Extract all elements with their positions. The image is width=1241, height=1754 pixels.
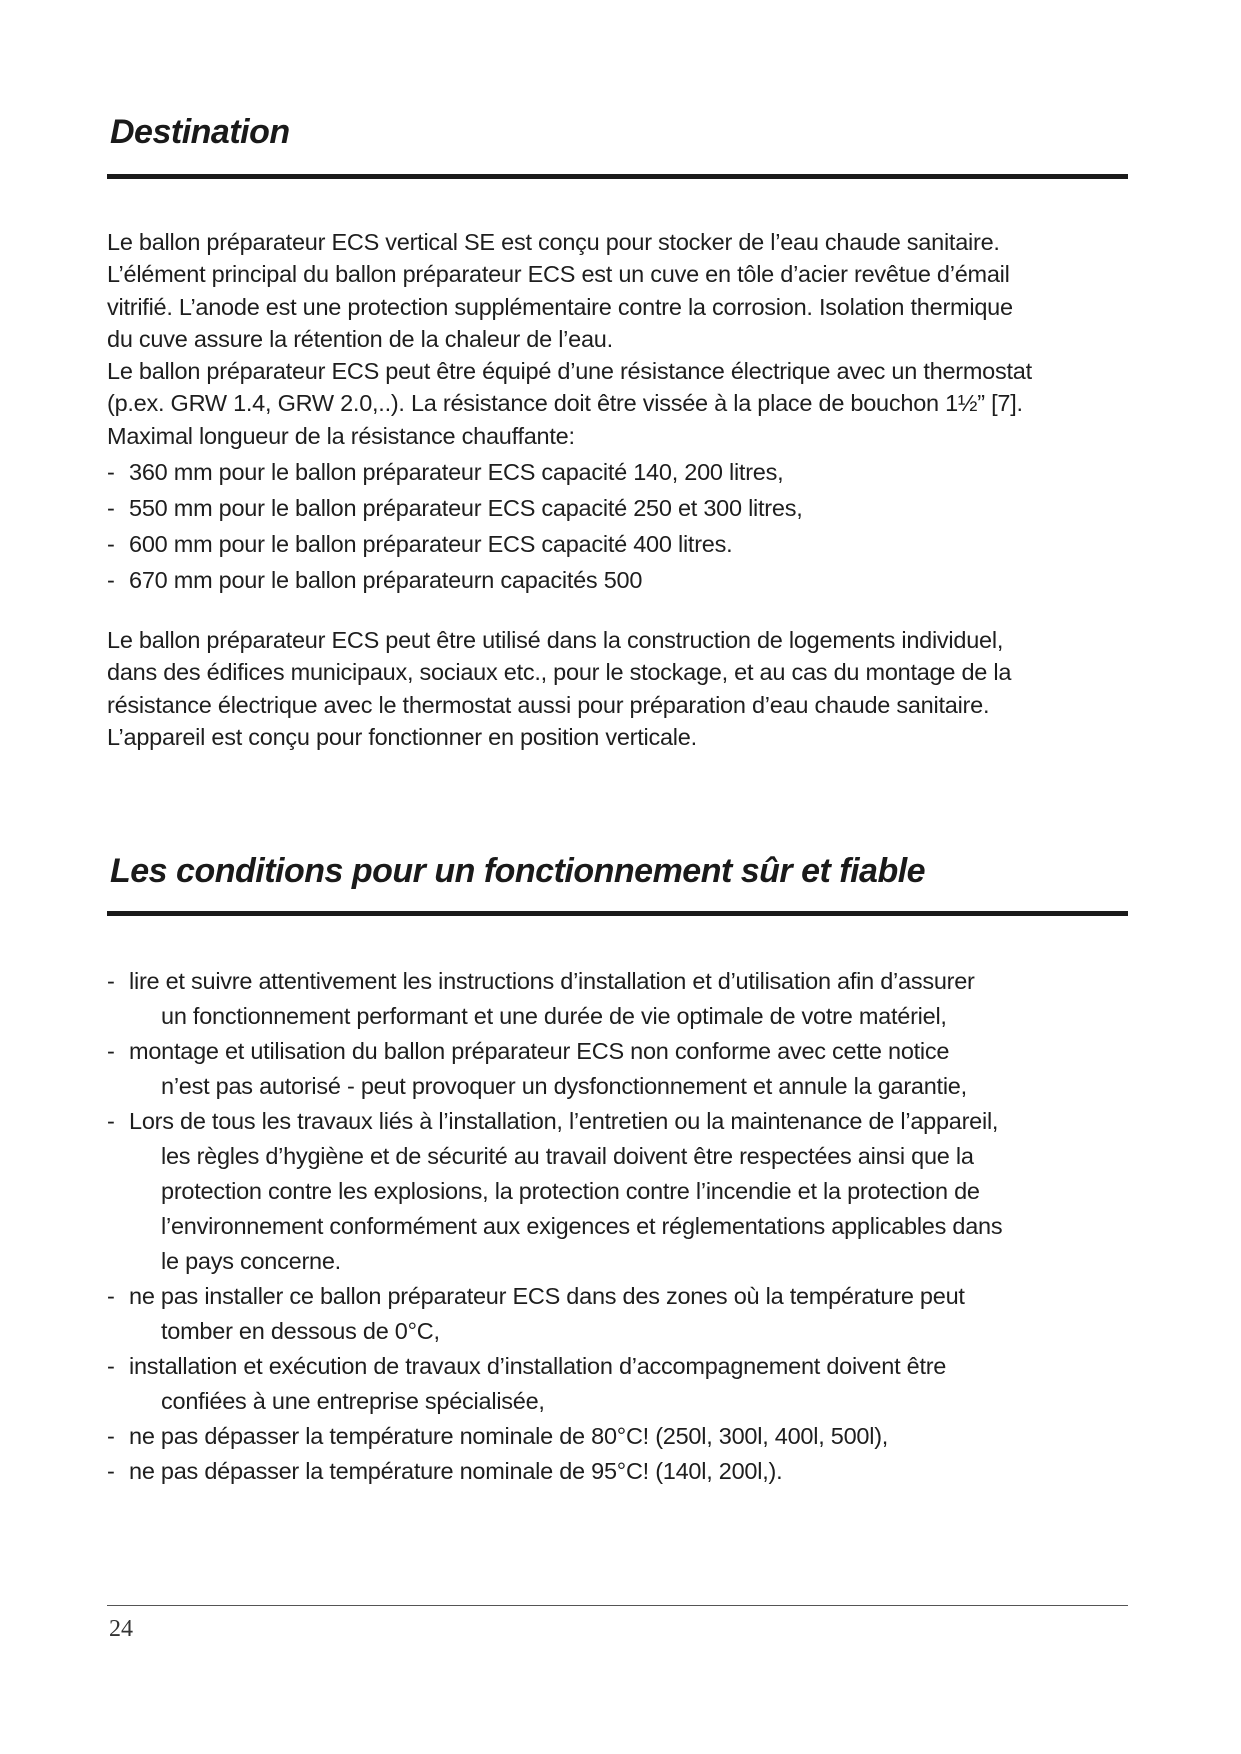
list-item [107,490,1032,526]
paragraph-2 [107,624,1032,753]
title-rule [107,911,1128,916]
list-item-continuation: un fonctionnement performant et une durée de vie optimale de votre matériel, [161,1003,947,1029]
text-line: vitrifié. L’anode est une protection supplémentaire contre la corrosion. Isolation thermique [107,293,1013,320]
text-line: (p.ex. GRW 1.4, GRW 2.0,..). La résistance doit être vissée à la place de bouchon 1½” [7]. [107,390,1023,417]
text-line: du cuve assure la rétention de la chaleur de l’eau. [107,325,613,352]
list-item-first-line [107,1349,1002,1384]
text-line: L’appareil est conçu pour fonctionner en position verticale. [107,723,697,750]
list-item-first-line [107,1454,1002,1489]
list-item [107,1454,1002,1489]
list-item [107,1279,1002,1349]
text-line: Le ballon préparateur ECS peut être équipé d’une résistance électrique avec un thermostat [107,358,1032,385]
list-item [107,1034,1002,1104]
text-line: dans des édifices municipaux, sociaux etc., pour le stockage, et au cas du montage de la [107,659,1012,686]
bullet-dash: - [107,1423,115,1449]
list-item-text: ne pas installer ce ballon préparateur ECS dans des zones où la température peut [129,1283,965,1309]
length-list [107,454,1032,598]
list-item-text: 360 mm pour le ballon préparateur ECS capacité 140, 200 litres, [129,459,784,486]
bullet-dash: - [107,1353,115,1379]
list-item-text: ne pas dépasser la température nominale de 80°C! (250l, 300l, 400l, 500l), [129,1423,889,1449]
section-title-conditions: Les conditions pour un fonctionnement sûr et fiable [110,852,926,890]
destination-text [107,226,1032,753]
list-item [107,1104,1002,1279]
list-item-continuation: protection contre les explosions, la protection contre l’incendie et la protection de [161,1178,980,1204]
list-item-first-line [107,1104,1002,1139]
list-item-text: Lors de tous les travaux liés à l’installation, l’entretien ou la maintenance de l’appareil, [129,1108,999,1134]
text-line: Maximal longueur de la résistance chauffante: [107,422,575,449]
list-item-continuation: les règles d’hygiène et de sécurité au travail doivent être respectées ainsi que la [161,1143,974,1169]
list-item-first-line [107,1419,1002,1454]
bullet-dash: - [107,495,115,522]
list-item [107,562,1032,598]
section-title-destination: Destination [110,113,290,151]
list-item-first-line [107,1034,1002,1069]
list-item-continuation: le pays concerne. [161,1248,341,1274]
list-item-text: 600 mm pour le ballon préparateur ECS capacité 400 litres. [129,531,733,558]
conditions-list [107,964,1002,1489]
title-rule [107,174,1128,179]
bullet-dash: - [107,1283,115,1309]
bullet-dash: - [107,459,115,486]
list-item [107,1349,1002,1419]
text-line: Le ballon préparateur ECS peut être utilisé dans la construction de logements individuel, [107,627,1004,654]
list-item [107,1419,1002,1454]
text-line: L’élément principal du ballon préparateur ECS est un cuve en tôle d’acier revêtue d’émail [107,261,1010,288]
bullet-dash: - [107,968,115,994]
text-line: Le ballon préparateur ECS vertical SE est conçu pour stocker de l’eau chaude sanitaire. [107,229,1000,255]
list-item-continuation: confiées à une entreprise spécialisée, [161,1388,545,1414]
bullet-dash: - [107,1108,115,1134]
list-item-first-line [107,964,1002,999]
list-item-text: montage et utilisation du ballon préparateur ECS non conforme avec cette notice [129,1038,950,1064]
list-item-text: ne pas dépasser la température nominale de 95°C! (140l, 200l,). [129,1458,783,1484]
list-item-continuation: tomber en dessous de 0°C, [161,1318,440,1344]
paragraph-1 [107,226,1032,452]
text-line: résistance électrique avec le thermostat aussi pour préparation d’eau chaude sanitaire. [107,691,990,718]
bullet-dash: - [107,531,115,558]
list-item-text: 670 mm pour le ballon préparateurn capacités 500 [129,567,643,594]
list-item [107,454,1032,490]
bullet-dash: - [107,567,115,594]
list-item-first-line [107,1279,1002,1314]
list-item-text: 550 mm pour le ballon préparateur ECS capacité 250 et 300 litres, [129,495,803,522]
list-item-continuation: n’est pas autorisé - peut provoquer un dysfonctionnement et annule la garantie, [161,1073,967,1099]
list-item [107,526,1032,562]
list-item-continuation: l’environnement conformément aux exigences et réglementations applicables dans [161,1213,1003,1239]
list-item [107,964,1002,1034]
page-number: 24 [109,1616,133,1642]
list-item-text: lire et suivre attentivement les instructions d’installation et d’utilisation afin d’assurer [129,968,975,994]
bullet-dash: - [107,1458,115,1484]
footer-rule [107,1605,1128,1606]
bullet-dash: - [107,1038,115,1064]
list-item-text: installation et exécution de travaux d’installation d’accompagnement doivent être [129,1353,947,1379]
